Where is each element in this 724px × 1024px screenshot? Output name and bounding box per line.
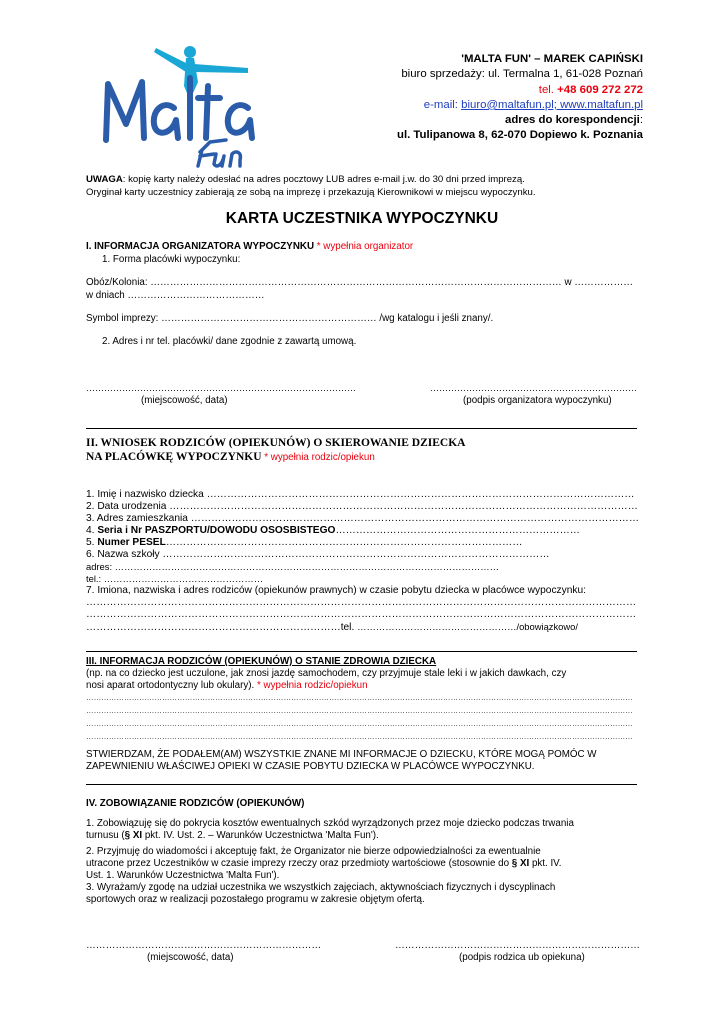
sig1-left-caption: (miejscowość, data) bbox=[141, 395, 228, 406]
section1-heading bbox=[86, 240, 413, 253]
pesel-dots: …………………………………………………………………………………………… bbox=[165, 537, 523, 548]
school-name-field[interactable]: 6. Nazwa szkoły …………………………………………………………………………………………………… bbox=[86, 549, 550, 560]
parents-label: 7. Imiona, nazwiska i adres rodziców (opiekunów prawnych) w czasie pobytu dziecka w placówce wypoczynku: bbox=[86, 585, 586, 596]
statement-line-1: STWIERDZAM, ŻE PODAŁEM(AM) WSZYSTKIE ZNANE MI INFORMACJE O DZIECKU, KTÓRE MOGĄ POMÓC W bbox=[86, 749, 597, 760]
obligation-2-line-3: Ust. 1. Warunków Uczestnictwa 'Malta Fun'). bbox=[86, 870, 280, 881]
obligation-1-text-c: pkt. IV. Ust. 2. – Warunków Uczestnictwa 'Malta Fun'). bbox=[142, 830, 379, 841]
pesel-label: Numer PESEL bbox=[97, 537, 166, 548]
sig2-left-line[interactable]: ……………………………………………………………… bbox=[86, 940, 322, 951]
sig1-right-caption: (podpis organizatora wypoczynku) bbox=[463, 395, 612, 406]
health-line-3[interactable]: ……………………………………………………………………………………………………………………………………………………………………………………………… bbox=[86, 719, 633, 728]
school-phone-field[interactable]: tel.: …………………………………………… bbox=[86, 573, 264, 584]
notice-line-1 bbox=[86, 173, 525, 186]
divider-2 bbox=[86, 651, 637, 652]
notice-label: UWAGA bbox=[86, 174, 123, 185]
school-address-field[interactable]: adres: …………………………………………………………………………………………………………… bbox=[86, 561, 500, 572]
obligation-3-line-2: sportowych oraz w realizacji pozostałego programu w zakresie objętym ofertą. bbox=[86, 894, 425, 905]
obligation-1-text-a: turnusu ( bbox=[86, 830, 125, 841]
obligation-2-paragraph: § XI bbox=[511, 858, 530, 869]
section2-heading-1: II. WNIOSEK RODZICÓW (OPIEKUNÓW) O SKIEROWANIE DZIECKA bbox=[86, 437, 466, 449]
parents-line-1[interactable]: ……………………………………………………………………………………………………………………………………………… bbox=[86, 597, 637, 608]
parents-phone-dots: ……………………………………………/obowiązkowo/ bbox=[357, 621, 578, 632]
malta-fun-logo bbox=[98, 42, 263, 170]
section4-heading: IV. ZOBOWIĄZANIE RODZICÓW (OPIEKUNÓW) bbox=[86, 798, 305, 809]
section3-note: * wypełnia rodzic/opiekun bbox=[254, 680, 368, 691]
parents-line-3-dots: ………………………………………………………………… bbox=[86, 622, 341, 633]
birth-date-field[interactable]: 2. Data urodzenia ………………………………………………………………………………………………………………………… bbox=[86, 501, 638, 512]
parents-phone-label: tel. bbox=[340, 622, 358, 633]
email-links[interactable]: biuro@maltafun.pl; www.maltafun.pl bbox=[461, 98, 643, 111]
divider-3 bbox=[86, 784, 637, 785]
sig2-right-caption: (podpis rodzica ub opiekuna) bbox=[459, 952, 585, 963]
section2-note: * wypełnia rodzic/opiekun bbox=[261, 452, 375, 463]
section1-item1: 1. Forma placówki wypoczynku: bbox=[102, 254, 241, 265]
phone-prefix: tel. bbox=[538, 83, 558, 96]
page-title: KARTA UCZESTNIKA WYPOCZYNKU bbox=[225, 210, 499, 227]
home-address-field[interactable]: 3. Adres zamieszkania …………………………………………………………………………………………………………………… bbox=[86, 513, 640, 524]
parents-line-3[interactable] bbox=[86, 620, 578, 634]
pesel-number-prefix: 5. bbox=[86, 537, 98, 548]
correspondence-address: ul. Tulipanowa 8, 62-070 Dopiewo k. Poznania bbox=[396, 129, 643, 142]
obligation-3-line-1: 3. Wyrażam/y zgodę na udział uczestnika we wszystkich zajęciach, aktywnościach fizycznych i dyscyplinach bbox=[86, 882, 556, 893]
obligation-1-paragraph: § XI bbox=[124, 830, 143, 841]
section3-heading: III. INFORMACJA RODZICÓW (OPIEKUNÓW) O STANIE ZDROWIA DZIECKA bbox=[86, 656, 437, 667]
sig1-left-line[interactable]: ……………………………………………………………………………… bbox=[86, 383, 356, 393]
company-header bbox=[397, 52, 643, 144]
obligation-2-text-c: pkt. IV. bbox=[529, 858, 562, 869]
correspondence-label-line bbox=[397, 113, 643, 128]
sig2-left-caption: (miejscowość, data) bbox=[147, 952, 234, 963]
email-line bbox=[397, 98, 643, 113]
obligation-1-line-2 bbox=[86, 829, 379, 842]
company-name: 'MALTA FUN' – MAREK CAPIŃSKI bbox=[461, 53, 643, 65]
phone-number: +48 609 272 272 bbox=[557, 83, 643, 96]
passport-number-prefix: 4. bbox=[86, 525, 98, 536]
passport-dots: ……………………………………………………………… bbox=[335, 525, 580, 536]
sig2-right-line[interactable]: ………………………………………………………………… bbox=[395, 940, 640, 951]
section3-desc-1: (np. na co dziecko jest uczulone, jak znosi jazdę samochodem, czy przyjmuje stale leki i w jakich dawkach, czy bbox=[86, 668, 567, 679]
health-line-4[interactable]: ……………………………………………………………………………………………………………………………………………………………………………………………… bbox=[86, 732, 633, 741]
section1-title: I. INFORMACJA ORGANIZATORA WYPOCZYNKU bbox=[86, 241, 315, 252]
section2-title-2: NA PLACÓWKĘ WYPOCZYNKU bbox=[86, 451, 262, 463]
section2-heading-2 bbox=[86, 450, 375, 465]
correspondence-colon: : bbox=[639, 114, 643, 127]
passport-label: Seria i Nr PASZPORTU/DOWODU OSOSBISTEGO bbox=[97, 525, 336, 536]
section1-item2: 2. Adres i nr tel. placówki/ dane zgodnie z zawartą umową. bbox=[102, 336, 357, 347]
email-prefix: e-mail: bbox=[423, 98, 462, 111]
section1-note: * wypełnia organizator bbox=[314, 241, 414, 252]
sig1-right-line[interactable]: …………………………………………………………… bbox=[430, 383, 637, 393]
notice-text-1: : kopię karty należy odesłać na adres pocztowy LUB adres e-mail j.w. do 30 dni przed imprezą. bbox=[122, 174, 525, 185]
obligation-2-line-1: 2. Przyjmuję do wiadomości i akceptuję fakt, że Organizator nie bierze odpowiedzialności za ewentualnie bbox=[86, 846, 541, 857]
symbol-field[interactable]: Symbol imprezy: ………………………………………………………… /wg katalogu i jeśli znany/. bbox=[86, 313, 494, 324]
statement-line-2: ZAPEWNIENIU WŁAŚCIWEJ OPIEKI W CZASIE POBYTU DZIECKA W PLACÓWCE WYPOCZYNKU. bbox=[86, 761, 535, 772]
section3-desc-2-text: nosi aparat ortodontyczny lub okulary). bbox=[86, 680, 255, 691]
phone-line bbox=[397, 83, 643, 98]
obligation-2-text-a: utracone przez Uczestników w czasie imprezy rzeczy oraz przedmioty wartościowe (stosownie do bbox=[86, 858, 512, 869]
obligation-1-line-1: 1. Zobowiązuję się do pokrycia kosztów ewentualnych szkód wyrządzonych przez moje dziecko podczas trwania bbox=[86, 818, 574, 829]
camp-field[interactable]: Obóz/Kolonia: ……………………………………………………………………………………………………………… w ……………… bbox=[86, 277, 634, 288]
office-address: biuro sprzedaży: ul. Termalna 1, 61-028 Poznań bbox=[401, 68, 643, 81]
parents-line-2[interactable]: ……………………………………………………………………………………………………………………………………………… bbox=[86, 609, 637, 620]
health-line-1[interactable]: ……………………………………………………………………………………………………………………………………………………………………………………………… bbox=[86, 693, 633, 702]
divider-1 bbox=[86, 428, 637, 429]
child-name-field[interactable]: 1. Imię i nazwisko dziecka ……………………………………………………………………………………………………………… bbox=[86, 489, 635, 500]
correspondence-label: adres do korespondencji bbox=[505, 114, 640, 127]
notice-line-2: Oryginał karty uczestnicy zabierają ze sobą na imprezę i przekazują Kierownikowi w miejscu wypoczynku. bbox=[86, 187, 536, 198]
days-field[interactable]: w dniach …………………………………… bbox=[86, 290, 265, 301]
health-line-2[interactable]: ……………………………………………………………………………………………………………………………………………………………………………………………… bbox=[86, 706, 633, 715]
